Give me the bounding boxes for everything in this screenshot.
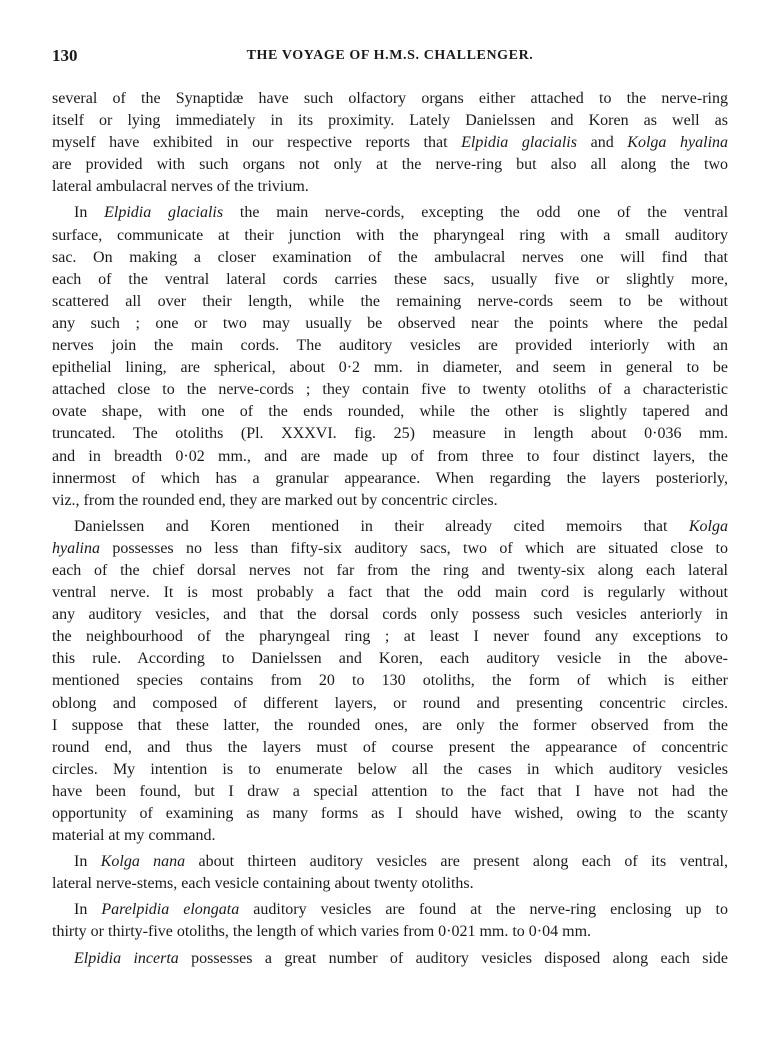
text-line — [52, 759, 728, 781]
text-run: the neighbourhood of the pharyngeal ring ; at least I never found any exceptions to — [52, 628, 728, 646]
text-line — [52, 825, 728, 847]
text-run: I suppose that these latter, the rounded ones, are only the former observed from the — [52, 716, 728, 734]
text-run: possesses no less than fifty-six auditory sacs, two of which are situated close to — [100, 539, 728, 557]
text-run: lateral ambulacral nerves of the trivium. — [52, 178, 309, 196]
text-line — [52, 921, 728, 943]
paragraph — [52, 948, 728, 970]
text-line — [52, 670, 728, 692]
paragraph — [52, 202, 728, 511]
text-line — [52, 468, 728, 490]
text-line — [52, 176, 728, 198]
text-run: about thirteen auditory vesicles are present along each of its ventral, — [185, 853, 728, 871]
text-run: material at my command. — [52, 827, 216, 845]
text-run: sac. On making a closer examination of the ambulacral nerves one will find that — [52, 248, 728, 266]
text-run: Danielssen and Koren mentioned in their already cited memoirs that — [74, 517, 689, 535]
italic-taxon-name: Kolga hyalina — [627, 134, 728, 152]
text-line — [52, 269, 728, 291]
text-line — [52, 110, 728, 132]
text-run: viz., from the rounded end, they are marked out by concentric circles. — [52, 491, 498, 509]
text-run: nerves join the main cords. The auditory vesicles are provided interiorly with an — [52, 337, 728, 355]
body-text — [52, 88, 728, 970]
text-run: are provided with such organs not only at the nerve-ring but also all along the two — [52, 156, 728, 174]
text-run: circles. My intention is to enumerate below all the cases in which auditory vesicles — [52, 760, 728, 778]
text-run: each of the chief dorsal nerves not far from the ring and twenty-six along each lateral — [52, 561, 728, 579]
text-line — [52, 154, 728, 176]
text-run: have been found, but I draw a special attention to the fact that I have not had the — [52, 782, 728, 800]
text-run: mentioned species contains from 20 to 130 otoliths, the form of which is either — [52, 672, 728, 690]
text-run: itself or lying immediately in its proximity. Lately Danielssen and Koren as well as — [52, 112, 728, 130]
text-line — [52, 781, 728, 803]
text-run: several of the Synaptidæ have such olfactory organs either attached to the nerve-ring — [52, 90, 728, 107]
text-run: thirty or thirty-five otoliths, the length of which varies from 0·021 mm. to 0·04 mm. — [52, 923, 592, 941]
text-line — [52, 516, 728, 538]
text-run: this rule. According to Danielssen and Koren, each auditory vesicle in the above- — [52, 650, 728, 668]
paragraph — [52, 851, 728, 895]
text-run: possesses a great number of auditory vesicles disposed along each side — [178, 949, 728, 967]
page — [52, 40, 728, 974]
text-line — [52, 693, 728, 715]
paragraph — [52, 516, 728, 847]
text-line — [52, 604, 728, 626]
text-run: epithelial lining, are spherical, about 0·2 mm. in diameter, and seem in general to be — [52, 359, 728, 377]
text-run: In — [74, 204, 105, 222]
text-run: opportunity of examining as many forms as I should have wished, owing to the scanty — [52, 805, 728, 822]
text-line — [52, 225, 728, 247]
running-header — [52, 40, 728, 66]
text-run: any auditory vesicles, and that the dorsal cords only possess such vesicles anteriorly in — [52, 606, 728, 624]
text-run: surface, communicate at their junction with the pharyngeal ring with a small auditory — [52, 226, 728, 244]
italic-taxon-name: Elpidia glacialis — [461, 134, 577, 152]
text-run: attached close to the nerve-cords ; they contain five to twenty otoliths of a characteristic — [52, 381, 728, 399]
text-line — [52, 560, 728, 582]
text-run: oblong and composed of different layers, or round and presenting concentric circles. — [52, 694, 728, 712]
text-line — [52, 538, 728, 560]
text-line — [52, 247, 728, 269]
text-line — [52, 626, 728, 648]
text-run: the main nerve-cords, excepting the odd one of the ventral — [223, 204, 728, 222]
page-number: 130 — [52, 46, 78, 65]
italic-taxon-name: Kolga — [688, 517, 728, 535]
text-run: innermost of which has a granular appearance. When regarding the layers posteriorly, — [52, 469, 728, 487]
text-line — [52, 948, 728, 970]
italic-taxon-name: Elpidia incerta — [74, 949, 179, 967]
paragraph — [52, 899, 728, 943]
text-run: scattered all over their length, while the remaining nerve-cords seem to be without — [52, 292, 728, 310]
text-line — [52, 873, 728, 895]
text-run: ovate shape, with one of the ends rounded, while the other is slightly tapered and — [52, 403, 728, 421]
text-line — [52, 202, 728, 224]
text-run: myself have exhibited in our respective reports that — [52, 134, 462, 152]
text-line — [52, 851, 728, 873]
italic-taxon-name: Elpidia glacialis — [104, 204, 224, 222]
italic-taxon-name: Kolga nana — [100, 853, 186, 871]
text-line — [52, 357, 728, 379]
running-title: THE VOYAGE OF H.M.S. CHALLENGER. — [246, 48, 534, 63]
text-line — [52, 446, 728, 468]
paragraph — [52, 88, 728, 198]
text-line — [52, 490, 728, 512]
text-line — [52, 88, 728, 110]
text-run: truncated. The otoliths (Pl. XXXVI. fig. 25) measure in length about 0·036 mm. — [52, 425, 728, 443]
text-line — [52, 132, 728, 154]
text-line — [52, 423, 728, 445]
text-run: and — [576, 134, 628, 152]
text-line — [52, 737, 728, 759]
text-run: In — [74, 853, 101, 871]
italic-taxon-name: hyalina — [52, 539, 100, 557]
text-run: auditory vesicles are found at the nerve-ring enclosing up to — [239, 901, 728, 919]
text-run: ventral nerve. It is most probably a fact that the odd main cord is regularly without — [52, 584, 728, 602]
italic-taxon-name: Parelpidia elongata — [101, 901, 240, 919]
text-line — [52, 648, 728, 670]
text-line — [52, 899, 728, 921]
text-line — [52, 401, 728, 423]
text-run: In — [74, 901, 102, 919]
text-line — [52, 582, 728, 604]
text-run: round end, and thus the layers must of course present the appearance of concentric — [52, 738, 728, 756]
text-line — [52, 715, 728, 737]
text-line — [52, 313, 728, 335]
text-run: and in breadth 0·02 mm., and are made up of from three to four distinct layers, the — [52, 447, 728, 465]
text-line — [52, 379, 728, 401]
text-line — [52, 291, 728, 313]
text-line — [52, 803, 728, 825]
text-line — [52, 335, 728, 357]
text-run: any such ; one or two may usually be observed near the points where the pedal — [52, 314, 728, 332]
text-run: each of the ventral lateral cords carries these sacs, usually five or slightly more, — [52, 270, 728, 288]
text-run: lateral nerve-stems, each vesicle containing about twenty otoliths. — [52, 875, 474, 893]
